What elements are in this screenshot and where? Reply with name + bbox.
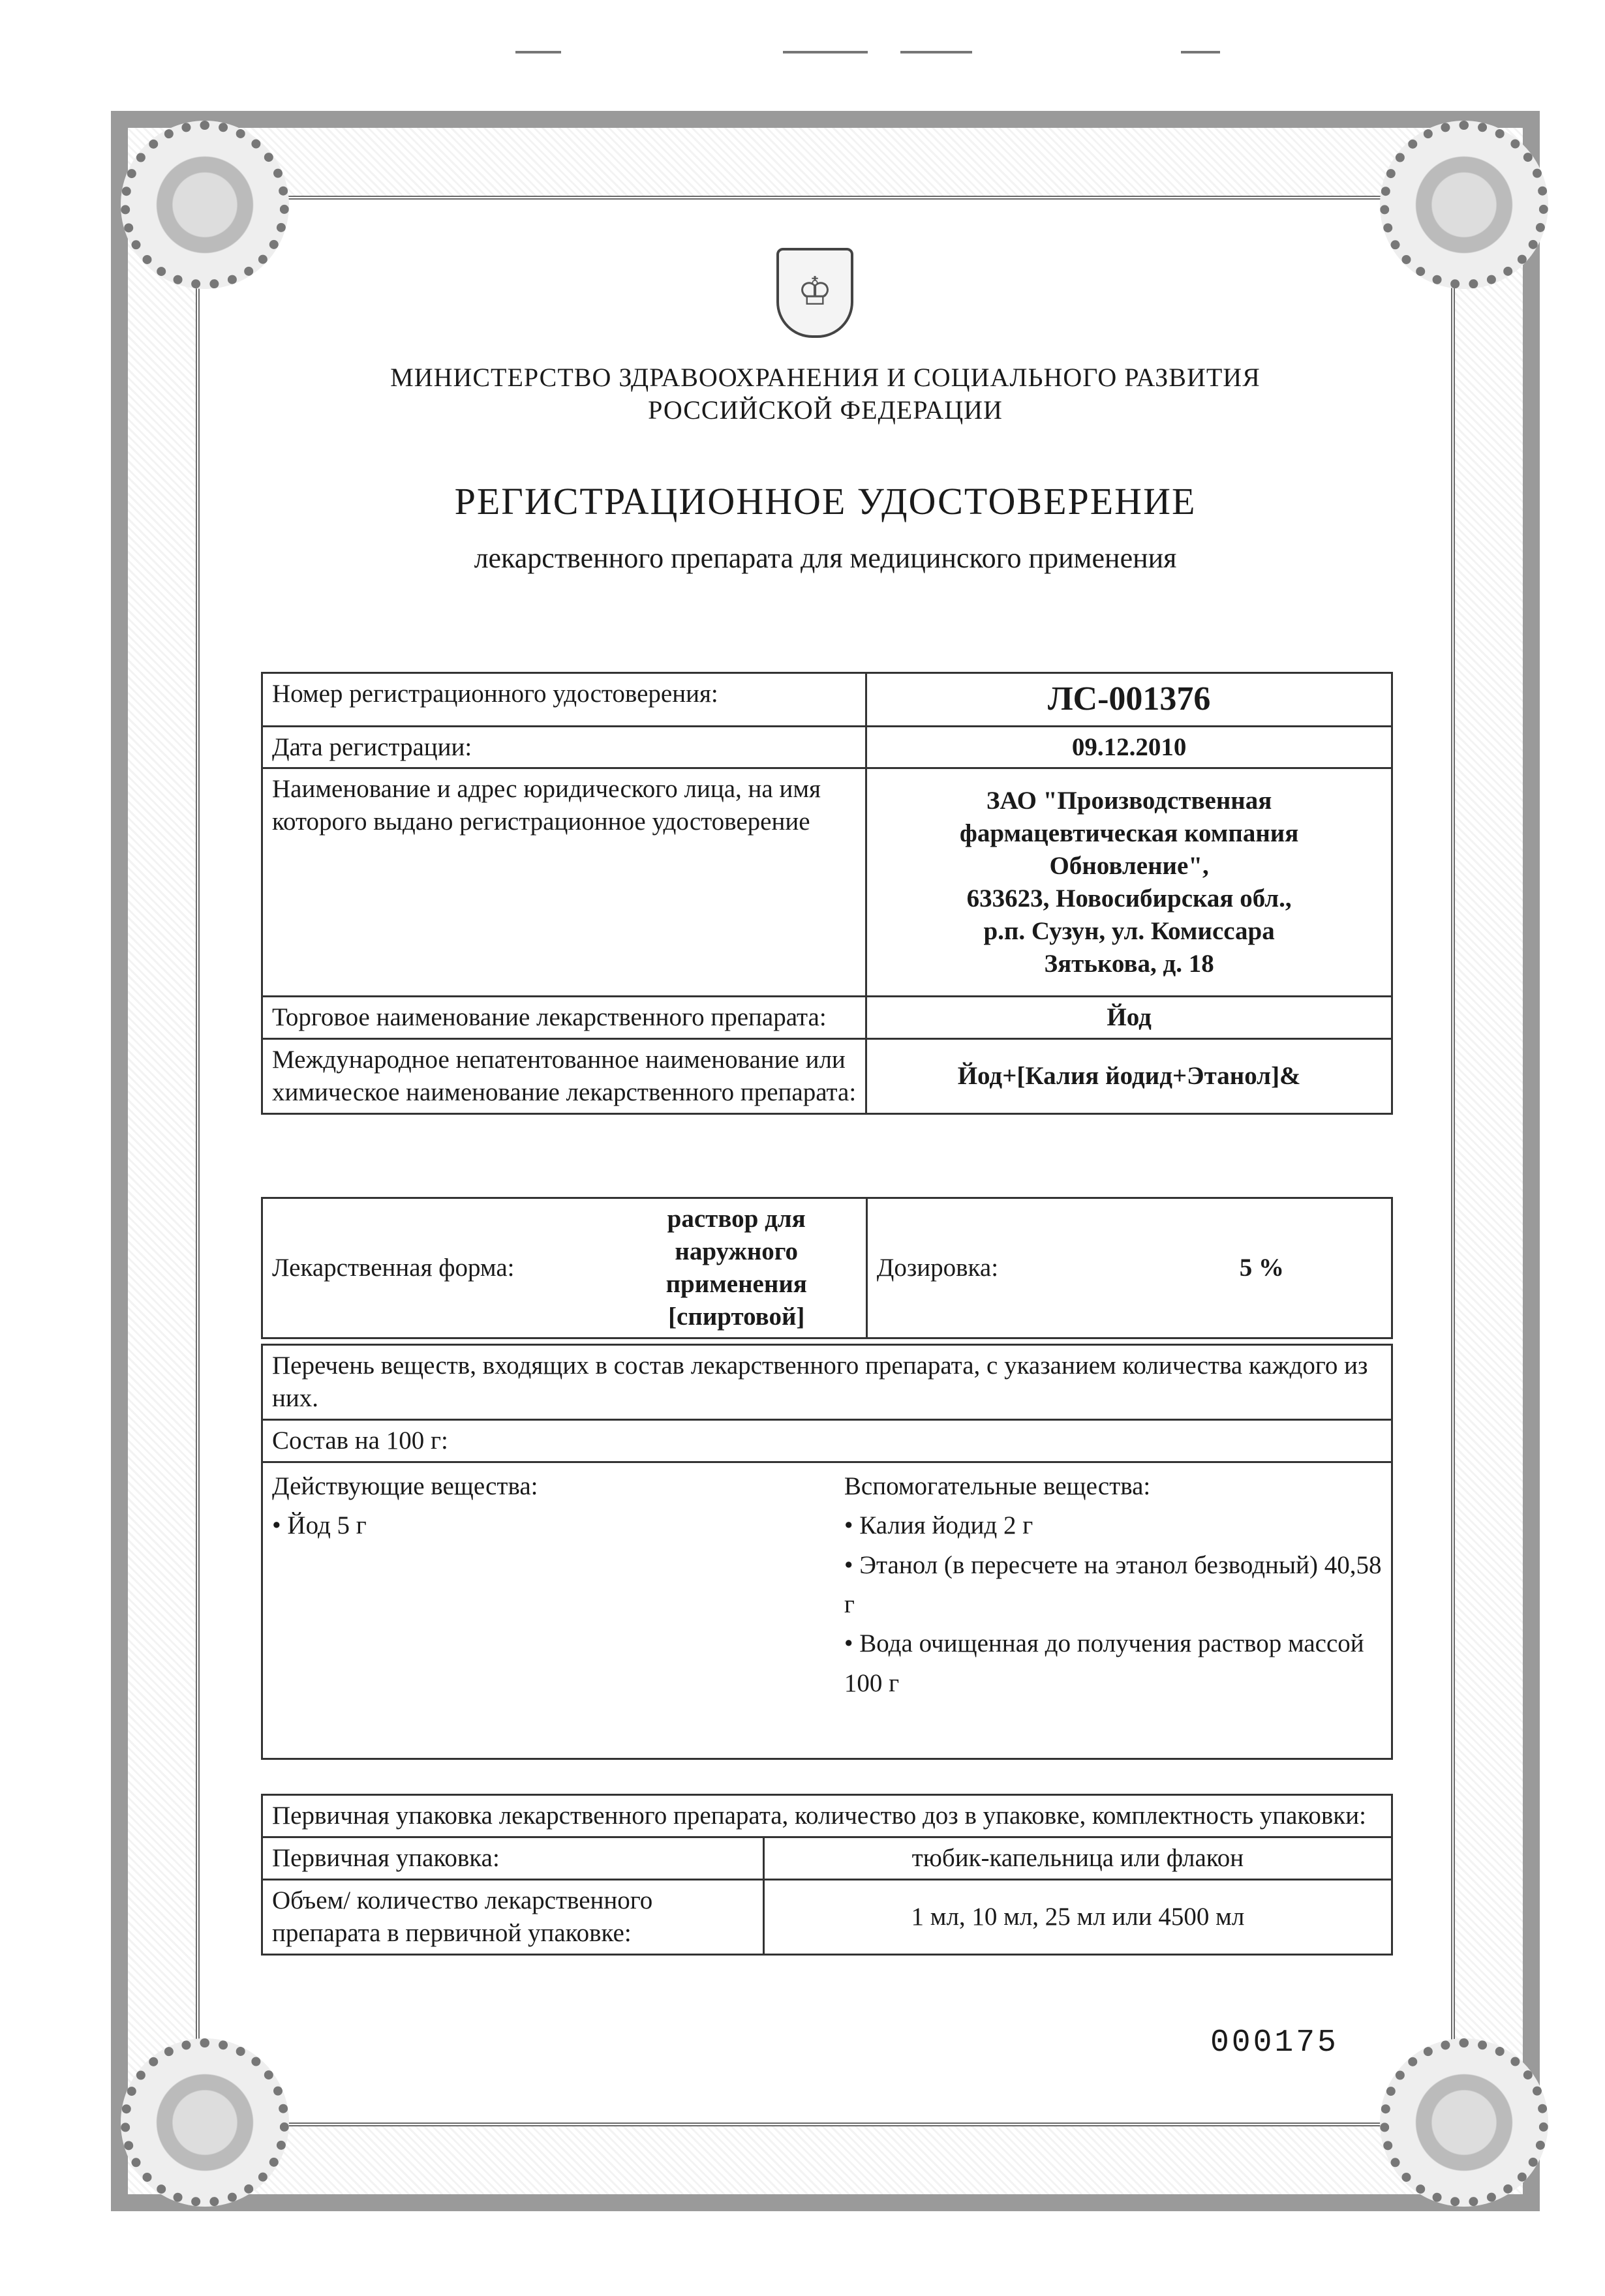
- packaging-table: [261, 1794, 1393, 1956]
- table-row: [262, 1879, 1392, 1954]
- scan-mark: [900, 51, 972, 53]
- table-row: [262, 768, 1392, 997]
- composition-header: Перечень веществ, входящих в состав лекарственного препарата, с указанием количества каждого из них.: [262, 1345, 1392, 1420]
- scan-mark: [783, 51, 868, 53]
- serial-number: 000175: [1210, 2025, 1339, 2061]
- form-line: [спиртовой]: [668, 1302, 805, 1331]
- excipients: [835, 1462, 1392, 1759]
- form-line: наружного: [675, 1237, 799, 1265]
- table-row: [262, 673, 1392, 727]
- form-line: раствор для: [667, 1205, 806, 1233]
- table-row: [262, 1345, 1392, 1420]
- list-item: • Этанол (в пересчете на этанол безводный) 40,58 г: [844, 1550, 1382, 1619]
- inn-value: Йод+[Калия йодид+Этанол]&: [866, 1039, 1392, 1114]
- corner-rosette-icon: [121, 2038, 289, 2207]
- list-item: • Йод 5 г: [272, 1511, 367, 1540]
- table-row: [262, 997, 1392, 1039]
- dosage-value: 5 %: [1239, 1253, 1284, 1282]
- table-row: [262, 1795, 1392, 1837]
- document-subtitle: лекарственного препарата для медицинского применения: [474, 542, 1177, 574]
- holder-label: Наименование и адрес юридического лица, на имя которого выдано регистрационное удостоверение: [262, 768, 866, 997]
- registration-date-label: Дата регистрации:: [262, 726, 866, 768]
- trade-name-label: Торговое наименование лекарственного препарата:: [262, 997, 866, 1039]
- holder-line: 633623, Новосибирская обл.,: [966, 884, 1292, 913]
- form-value: [607, 1198, 867, 1338]
- table-row: [262, 1039, 1392, 1114]
- registration-date: 09.12.2010: [866, 726, 1392, 768]
- registration-number-label: Номер регистрационного удостоверения:: [262, 673, 866, 727]
- dosage-cell: [866, 1198, 1392, 1338]
- composition-basis: Состав на 100 г:: [262, 1419, 1392, 1462]
- volume-value: 1 мл, 10 мл, 25 мл или 4500 мл: [763, 1879, 1392, 1954]
- document-title: РЕГИСТРАЦИОННОЕ УДОСТОВЕРЕНИЕ: [454, 480, 1197, 522]
- eagle-icon: ♔: [797, 270, 833, 313]
- primary-packaging-label: Первичная упаковка:: [262, 1837, 764, 1879]
- table-row: [262, 1198, 1392, 1338]
- ministry-name-line1: МИНИСТЕРСТВО ЗДРАВООХРАНЕНИЯ И СОЦИАЛЬНОГО РАЗВИТИЯ: [390, 363, 1261, 392]
- holder-line: р.п. Сузун, ул. Комиссара: [983, 916, 1275, 945]
- holder-line: ЗАО "Производственная: [986, 787, 1272, 815]
- table-row: [262, 1837, 1392, 1879]
- packaging-header: Первичная упаковка лекарственного препарата, количество доз в упаковке, комплектность упаковки:: [262, 1795, 1392, 1837]
- corner-rosette-icon: [1380, 2038, 1548, 2207]
- holder-line: Обновление",: [1049, 852, 1209, 881]
- list-item: • Калия йодид 2 г: [844, 1511, 1033, 1540]
- holder-line: фармацевтическая компания: [959, 819, 1299, 848]
- form-table: [261, 1197, 1393, 1339]
- dosage-label: Дозировка:: [876, 1253, 999, 1282]
- holder-line: Зятькова, д. 18: [1044, 949, 1214, 978]
- table-row: [262, 1419, 1392, 1462]
- registration-number: ЛС-001376: [866, 673, 1392, 727]
- form-label: Лекарственная форма:: [262, 1198, 607, 1338]
- table-row: [262, 1462, 1392, 1759]
- scan-mark: [515, 51, 561, 53]
- scan-mark: [1181, 51, 1220, 53]
- inn-label: Международное непатентованное наименование или химическое наименование лекарственного препарата:: [262, 1039, 866, 1114]
- registration-table: [261, 672, 1393, 1115]
- composition-table: [261, 1344, 1393, 1760]
- excipients-label: Вспомогательные вещества:: [844, 1472, 1151, 1500]
- volume-label: Объем/ количество лекарственного препарата в первичной упаковке:: [262, 1879, 764, 1954]
- form-line: применения: [665, 1269, 807, 1298]
- table-row: [262, 726, 1392, 768]
- active-substances: [262, 1462, 835, 1759]
- ministry-name-line2: РОССИЙСКОЙ ФЕДЕРАЦИИ: [648, 395, 1003, 425]
- trade-name: Йод: [866, 997, 1392, 1039]
- coat-of-arms-icon: [776, 248, 853, 338]
- corner-rosette-icon: [121, 121, 289, 289]
- primary-packaging-value: тюбик-капельница или флакон: [763, 1837, 1392, 1879]
- list-item: • Вода очищенная до получения раствор массой 100 г: [844, 1629, 1364, 1697]
- active-substances-label: Действующие вещества:: [272, 1472, 538, 1500]
- corner-rosette-icon: [1380, 121, 1548, 289]
- holder-value: [866, 768, 1392, 997]
